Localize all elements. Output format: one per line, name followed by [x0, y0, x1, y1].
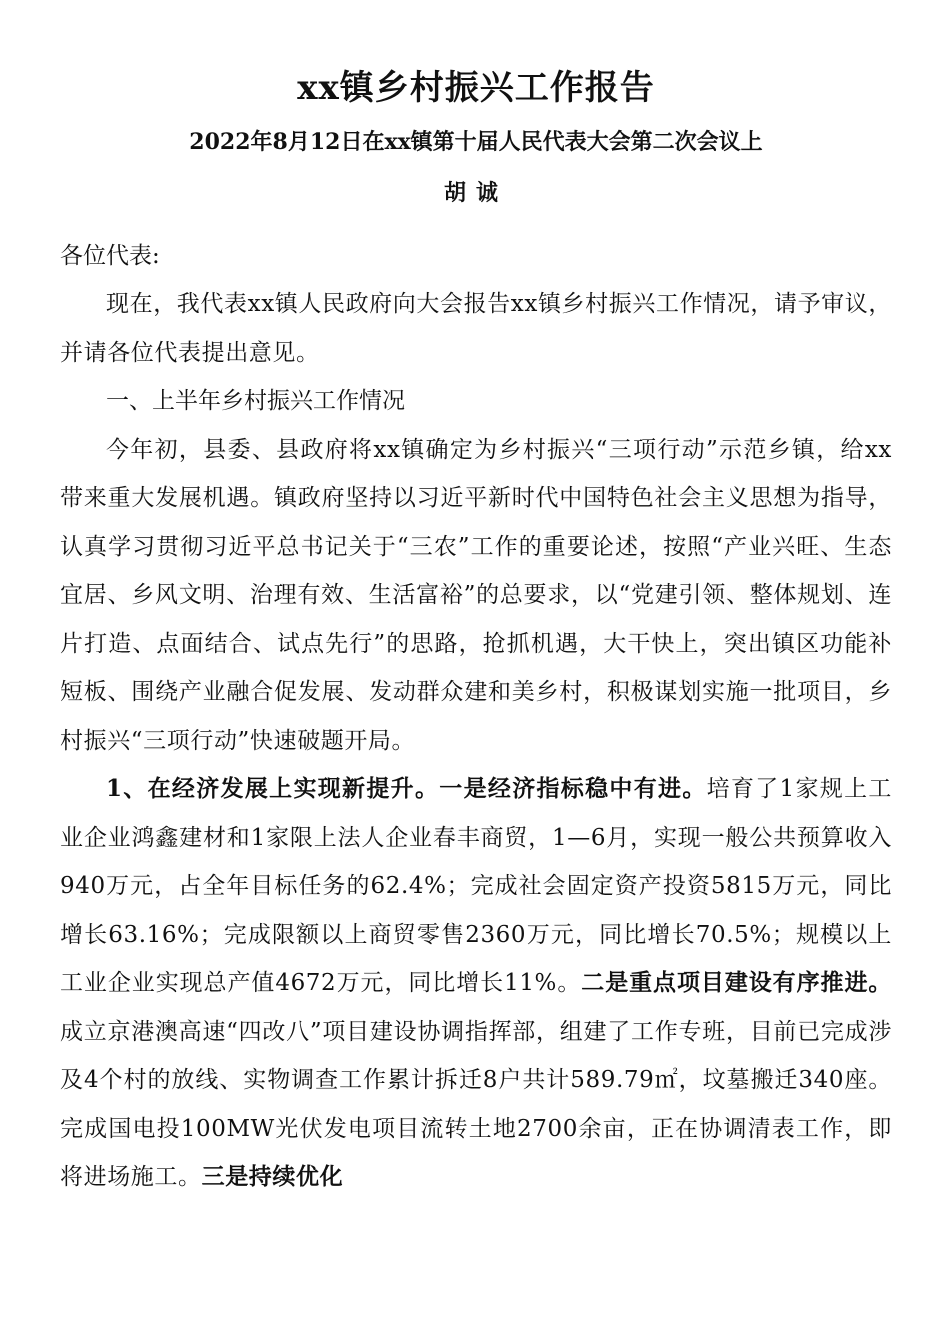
salutation: 各位代表:	[60, 243, 160, 269]
intro-paragraph: 现在，我代表xx镇人民政府向大会报告xx镇乡村振兴工作情况，请予审议，并请各位代表提出意见。	[60, 291, 892, 366]
economy-paragraph	[60, 765, 892, 1202]
document-subtitle: 2022年8月12日在xx镇第十届人民代表大会第二次会议上	[189, 129, 763, 155]
point-title: 二是重点项目建设有序推进。	[581, 969, 892, 996]
point-text: 成立京港澳高速“四改八”项目建设协调指挥部，组建了工作专班，目前已完成涉及4个村的放线、实物调查工作累计拆迁8户共计589.79㎡，坟墓搬迁340座。完成国电投100MW光伏发电项目流转土地2700余亩，正在协调清表工作，即将进场施工。	[60, 1018, 892, 1190]
document-title: xx镇乡村振兴工作报告	[297, 68, 655, 108]
section-body-paragraph: 今年初，县委、县政府将xx镇确定为乡村振兴“三项行动”示范乡镇，给xx带来重大发展机遇。镇政府坚持以习近平新时代中国特色社会主义思想为指导，认真学习贯彻习近平总书记关于“三农”工作的重要论述，按照“产业兴旺、生态宜居、乡风文明、治理有效、生活富裕”的总要求，以“党建引领、整体规划、连片打造、点面结合、试点先行”的思路，抢抓机遇，大干快上，突出镇区功能补短板、围绕产业融合促发展、发动群众建和美乡村，积极谋划实施一批项目，乡村振兴“三项行动”快速破题开局。	[60, 436, 892, 754]
document-author: 胡诚	[443, 180, 508, 206]
section-heading: 一、上半年乡村振兴工作情况	[106, 388, 405, 414]
point-title: 一是经济指标稳中有进。	[439, 775, 707, 802]
point-text: 培育了1家规上工业企业鸿鑫建材和1家限上法人企业春丰商贸，1—6月，实现一般公共预算收入940万元，占全年目标任务的62.4%；完成社会固定资产投资5815万元，同比增长63.16%；完成限额以上商贸零售2360万元，同比增长70.5%；规模以上工业企业实现总产值4672万元，同比增长11%。	[60, 776, 893, 996]
item-lead: 1、在经济发展上实现新提升。	[106, 775, 440, 802]
point-title: 三是持续优化	[201, 1163, 344, 1190]
